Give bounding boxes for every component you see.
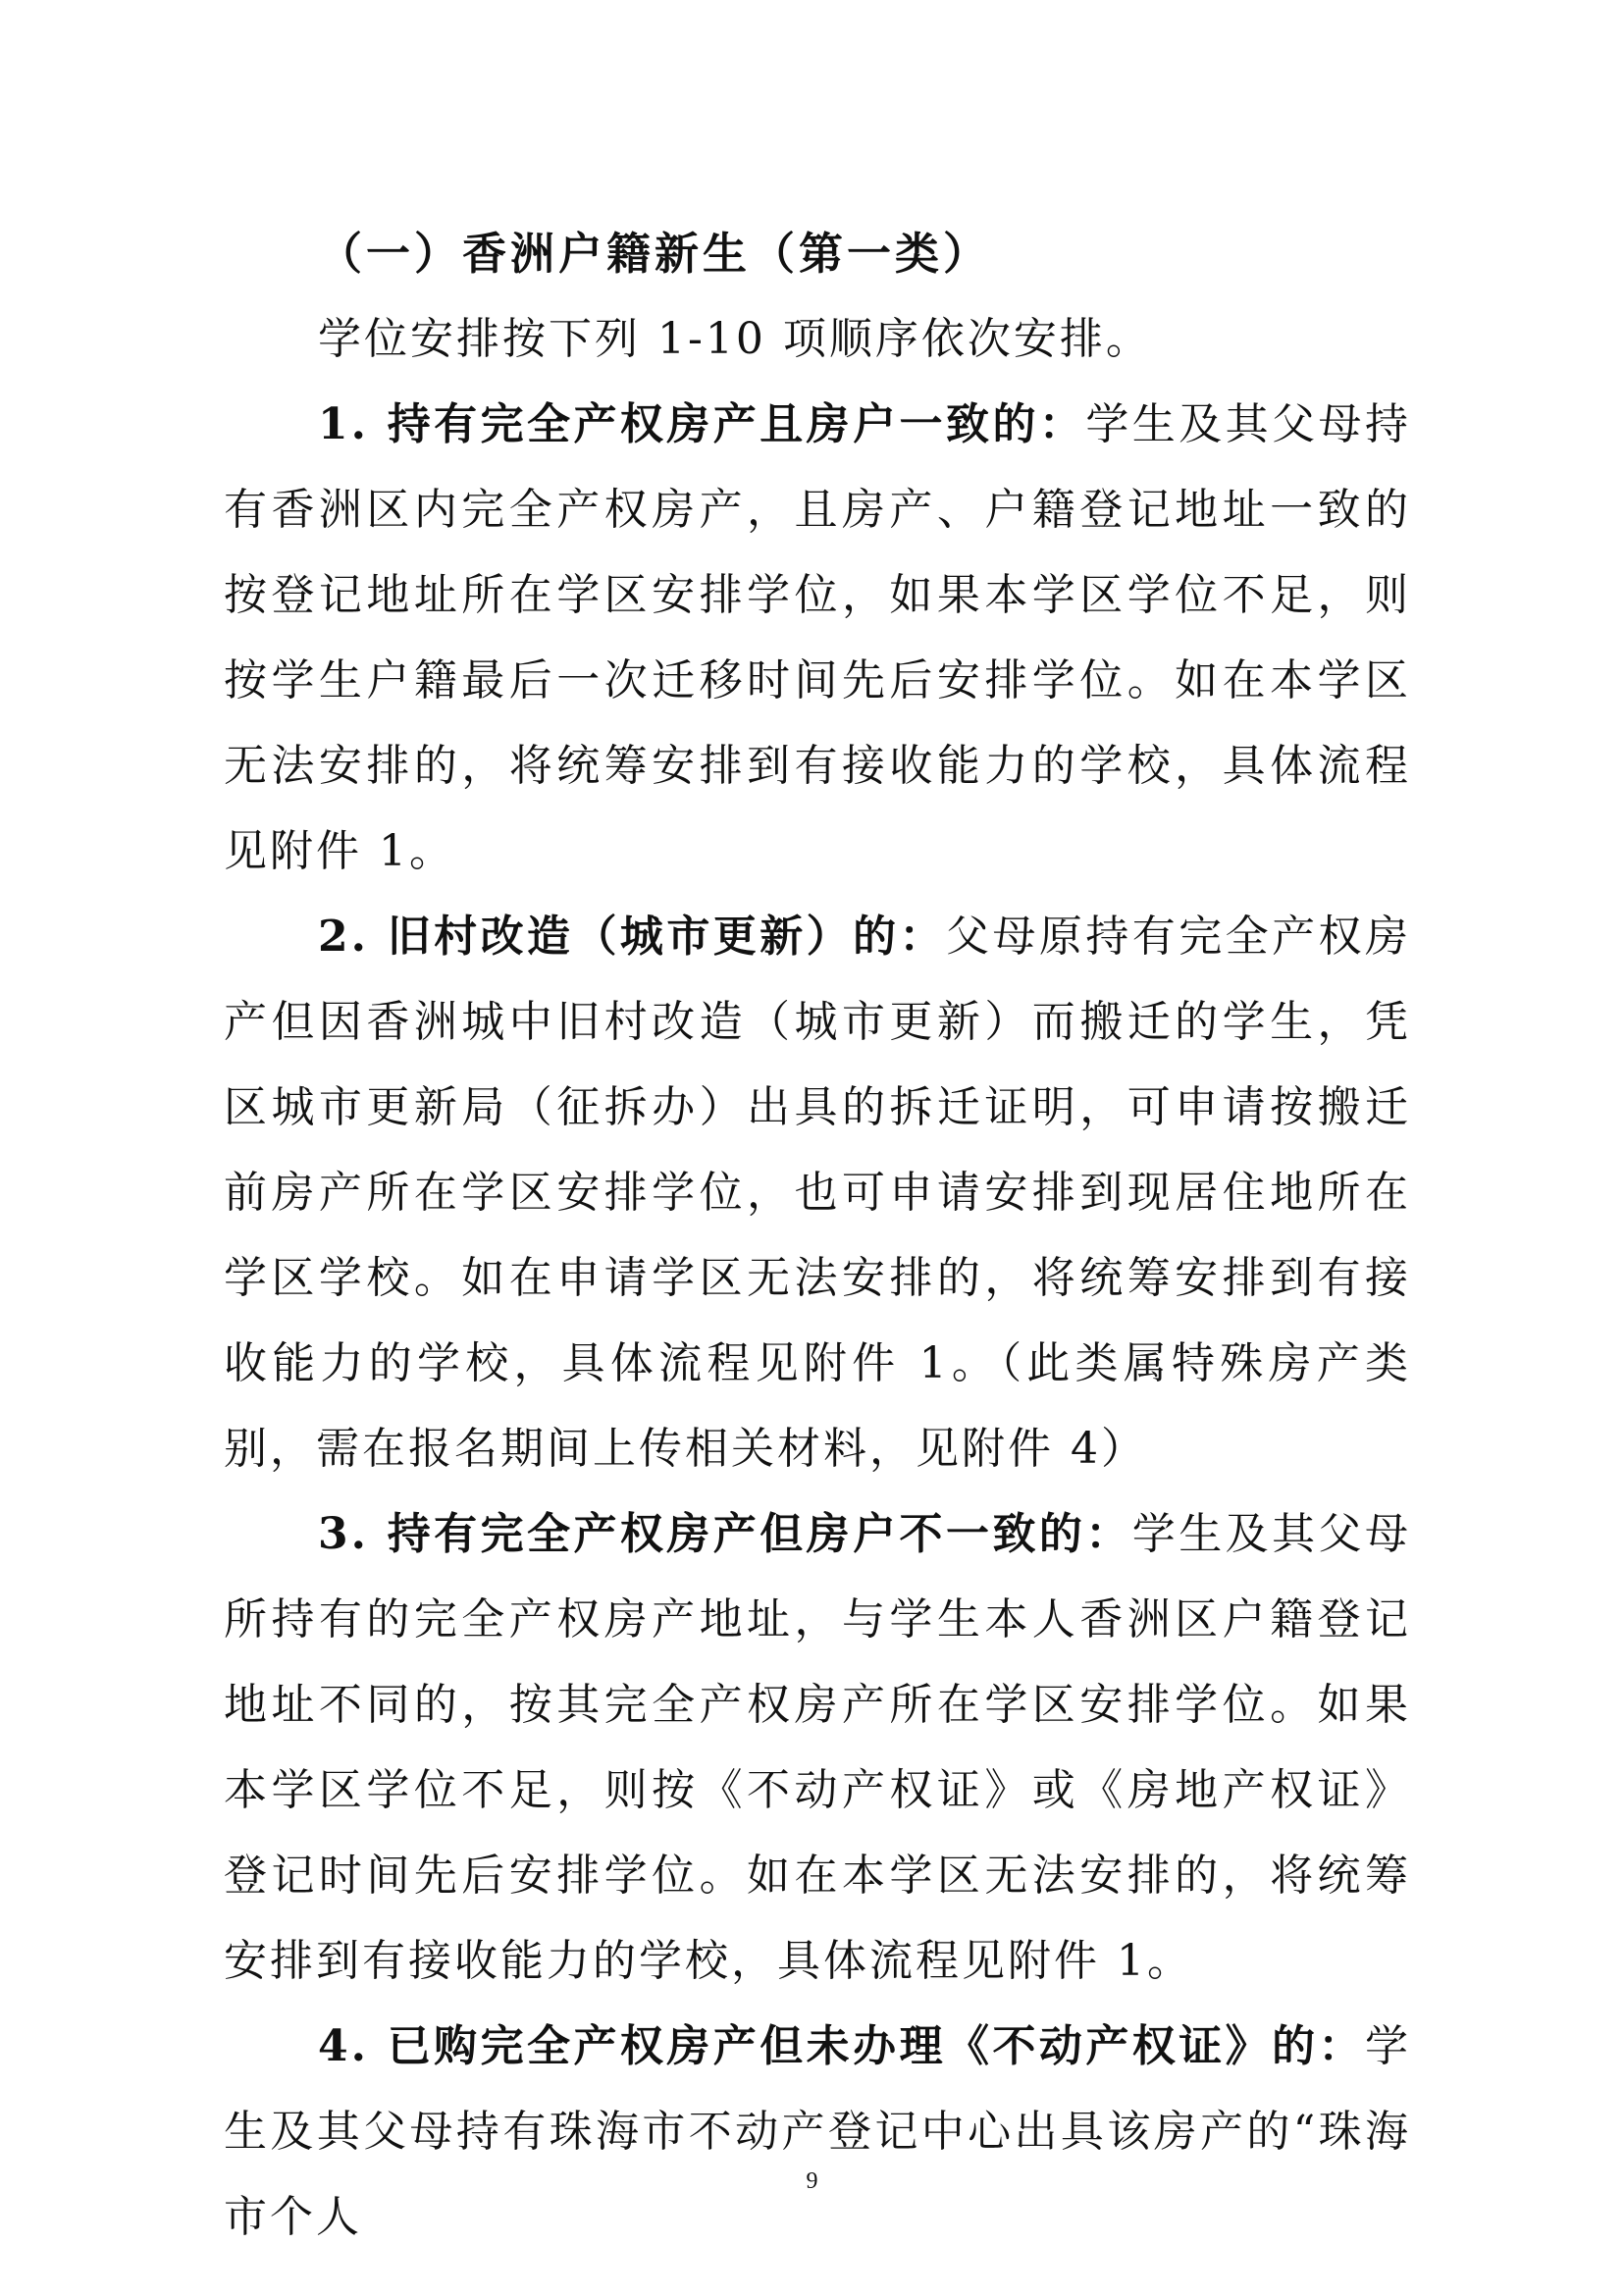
item-paragraph-1: [224, 382, 1411, 894]
item-paragraph-2: [224, 894, 1411, 1491]
item-lead: 3. 持有完全产权房产但房户不一致的：: [318, 1509, 1132, 1559]
body-text: [224, 296, 1411, 2260]
intro-paragraph: 学位安排按下列 1-10 项顺序依次安排。: [318, 314, 1152, 364]
item-body: 学生及其父母所持有的完全产权房产地址，与学生本人香洲区户籍登记地址不同的，按其完全产权房产所在学区安排学位。如果本学区学位不足，则按《不动产权证》或《房地产权证》登记时间先后安排学位。如在本学区无法安排的，将统筹安排到有接收能力的学校，具体流程见附件 1。: [224, 1509, 1411, 1986]
page-number: 9: [806, 2168, 818, 2194]
item-body: 学生及其父母持有香洲区内完全产权房产，且房产、户籍登记地址一致的按登记地址所在学区安排学位，如果本学区学位不足，则按学生户籍最后一次迁移时间先后安排学位。如在本学区无法安排的，将统筹安排到有接收能力的学校，具体流程见附件 1。: [224, 399, 1411, 876]
item-body: 父母原持有完全产权房产但因香洲城中旧村改造（城市更新）而搬迁的学生，凭区城市更新局（征拆办）出具的拆迁证明，可申请按搬迁前房产所在学区安排学位，也可申请安排到现居住地所在学区学校。如在申请学区无法安排的，将统筹安排到有接收能力的学校，具体流程见附件 1。（此类属特殊房产类别，需在报名期间上传相关材料，见附件 4）: [224, 912, 1411, 1474]
item-paragraph-4: [224, 2004, 1411, 2260]
item-lead: 1. 持有完全产权房产且房户一致的：: [318, 399, 1086, 449]
item-lead: 2. 旧村改造（城市更新）的：: [318, 912, 947, 962]
item-lead: 4. 已购完全产权房产但未办理《不动产权证》的：: [318, 2021, 1365, 2071]
item-paragraph-3: [224, 1491, 1411, 2004]
section-heading: （一）香洲户籍新生（第一类）: [318, 228, 992, 280]
item-body: 学生及其父母持有珠海市不动产登记中心出具该房产的“珠海市个人: [224, 2021, 1411, 2242]
